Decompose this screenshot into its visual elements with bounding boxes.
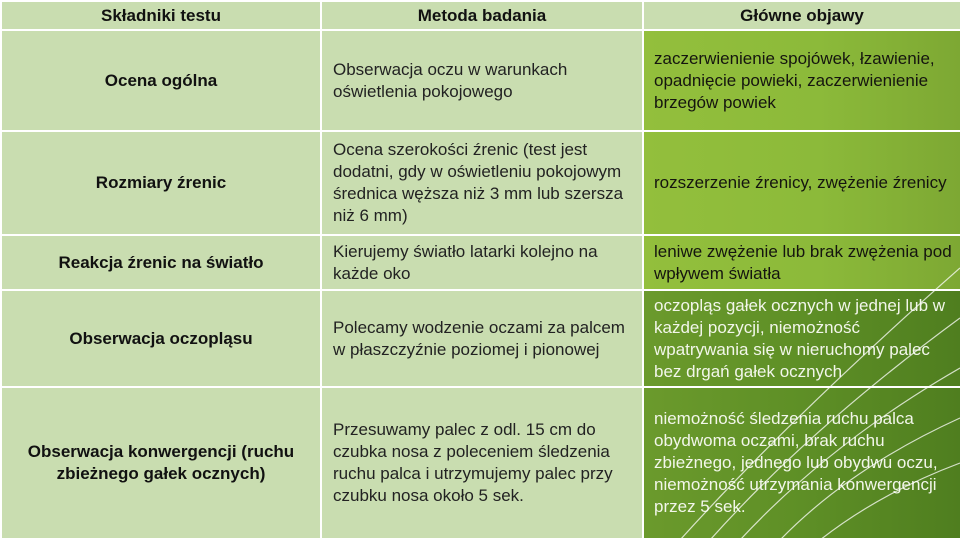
table-row bbox=[1, 290, 960, 387]
symptoms-cell: leniwe zwężenie lub brak zwężenia pod wpływem światła bbox=[643, 235, 960, 290]
component-cell: Reakcja źrenic na światło bbox=[1, 235, 321, 290]
header-method: Metoda badania bbox=[321, 1, 643, 30]
component-cell: Obserwacja oczopląsu bbox=[1, 290, 321, 387]
table-row bbox=[1, 30, 960, 131]
component-cell: Rozmiary źrenic bbox=[1, 131, 321, 235]
table-row bbox=[1, 235, 960, 290]
symptoms-cell: rozszerzenie źrenicy, zwężenie źrenicy bbox=[643, 131, 960, 235]
header-row bbox=[1, 1, 960, 30]
method-cell: Obserwacja oczu w warunkach oświetlenia pokojowego bbox=[321, 30, 643, 131]
symptoms-cell: zaczerwienienie spojówek, łzawienie, opadnięcie powieki, zaczerwienienie brzegów powiek bbox=[643, 30, 960, 131]
table-row bbox=[1, 387, 960, 539]
symptoms-cell: niemożność śledzenia ruchu palca obydwoma oczami, brak ruchu zbieżnego, jednego lub obydwu oczu, niemożność utrzymania konwergencji przez 5 sek. bbox=[643, 387, 960, 539]
method-cell: Ocena szerokości źrenic (test jest dodatni, gdy w oświetleniu pokojowym średnica węższa niż 3 mm lub szersza niż 6 mm) bbox=[321, 131, 643, 235]
method-cell: Przesuwamy palec z odl. 15 cm do czubka nosa z poleceniem śledzenia ruchu palca i utrzymujemy palec przy czubku nosa około 5 sek. bbox=[321, 387, 643, 539]
component-cell: Obserwacja konwergencji (ruchu zbieżnego gałek ocznych) bbox=[1, 387, 321, 539]
method-cell: Polecamy wodzenie oczami za palcem w płaszczyźnie poziomej i pionowej bbox=[321, 290, 643, 387]
header-symptoms: Główne objawy bbox=[643, 1, 960, 30]
symptoms-cell: oczopląs gałek ocznych w jednej lub w każdej pozycji, niemożność wpatrywania się w nieruchomy palec bez drgań gałek ocznych bbox=[643, 290, 960, 387]
header-component: Składniki testu bbox=[1, 1, 321, 30]
component-cell: Ocena ogólna bbox=[1, 30, 321, 131]
table-row bbox=[1, 131, 960, 235]
method-cell: Kierujemy światło latarki kolejno na każde oko bbox=[321, 235, 643, 290]
